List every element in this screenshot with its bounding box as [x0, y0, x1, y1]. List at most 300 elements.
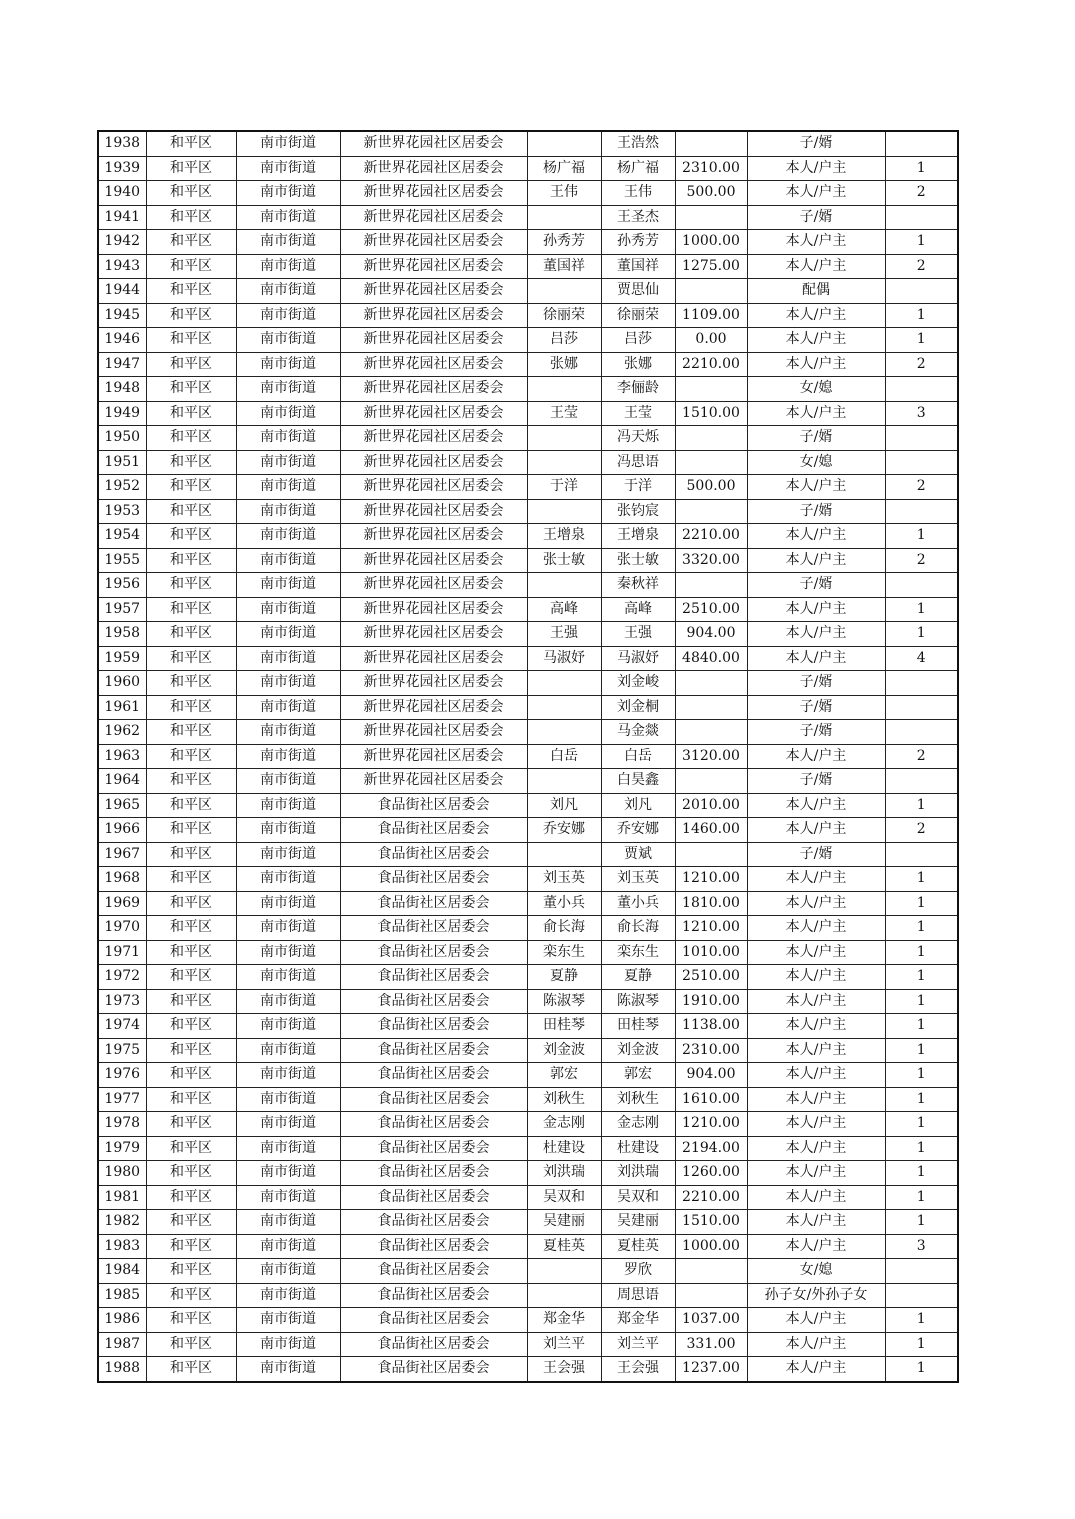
cell-member-name: 贾斌	[601, 842, 675, 867]
cell-community: 新世界花园社区居委会	[340, 597, 527, 622]
cell-household-size: 1	[885, 793, 958, 818]
cell-member-name: 冯天烁	[601, 426, 675, 451]
cell-relation: 本人/户主	[747, 1087, 885, 1112]
cell-householder: 董小兵	[527, 891, 601, 916]
cell-street: 南市街道	[236, 230, 340, 255]
cell-amount: 1210.00	[675, 916, 747, 941]
cell-householder: 董国祥	[527, 254, 601, 279]
cell-district: 和平区	[146, 377, 236, 402]
cell-street: 南市街道	[236, 181, 340, 206]
cell-member-name: 郑金华	[601, 1308, 675, 1333]
cell-community: 食品街社区居委会	[340, 916, 527, 941]
cell-district: 和平区	[146, 156, 236, 181]
cell-amount	[675, 842, 747, 867]
cell-household-size: 1	[885, 328, 958, 353]
cell-member-name: 周思语	[601, 1283, 675, 1308]
cell-member-name: 董国祥	[601, 254, 675, 279]
table-row	[98, 622, 958, 647]
cell-relation: 本人/户主	[747, 328, 885, 353]
cell-householder: 夏静	[527, 965, 601, 990]
cell-householder: 刘凡	[527, 793, 601, 818]
cell-relation: 本人/户主	[747, 1332, 885, 1357]
cell-member-name: 张士敏	[601, 548, 675, 573]
cell-household-size	[885, 499, 958, 524]
cell-member-name: 高峰	[601, 597, 675, 622]
cell-household-size: 1	[885, 1332, 958, 1357]
cell-amount: 2310.00	[675, 156, 747, 181]
cell-amount: 904.00	[675, 622, 747, 647]
cell-row-index: 1976	[98, 1063, 146, 1088]
cell-member-name: 白昊鑫	[601, 769, 675, 794]
cell-householder: 白岳	[527, 744, 601, 769]
cell-amount: 1810.00	[675, 891, 747, 916]
cell-row-index: 1980	[98, 1161, 146, 1186]
cell-householder: 金志刚	[527, 1112, 601, 1137]
cell-household-size	[885, 279, 958, 304]
cell-householder: 陈淑琴	[527, 989, 601, 1014]
cell-row-index: 1944	[98, 279, 146, 304]
cell-community: 食品街社区居委会	[340, 1283, 527, 1308]
cell-member-name: 陈淑琴	[601, 989, 675, 1014]
cell-relation: 本人/户主	[747, 352, 885, 377]
cell-member-name: 吴双和	[601, 1185, 675, 1210]
cell-amount: 2210.00	[675, 352, 747, 377]
cell-member-name: 马金燚	[601, 720, 675, 745]
cell-householder: 于洋	[527, 475, 601, 500]
cell-row-index: 1959	[98, 646, 146, 671]
cell-householder: 王伟	[527, 181, 601, 206]
cell-street: 南市街道	[236, 1357, 340, 1382]
cell-community: 新世界花园社区居委会	[340, 181, 527, 206]
cell-street: 南市街道	[236, 156, 340, 181]
cell-district: 和平区	[146, 1112, 236, 1137]
table-row	[98, 597, 958, 622]
cell-member-name: 杜建设	[601, 1136, 675, 1161]
table-row	[98, 548, 958, 573]
cell-community: 新世界花园社区居委会	[340, 131, 527, 156]
cell-district: 和平区	[146, 1259, 236, 1284]
cell-relation: 本人/户主	[747, 989, 885, 1014]
cell-member-name: 刘金桐	[601, 695, 675, 720]
cell-community: 新世界花园社区居委会	[340, 205, 527, 230]
table-row	[98, 965, 958, 990]
cell-district: 和平区	[146, 450, 236, 475]
cell-community: 食品街社区居委会	[340, 1332, 527, 1357]
cell-householder	[527, 205, 601, 230]
cell-member-name: 王莹	[601, 401, 675, 426]
cell-community: 新世界花园社区居委会	[340, 475, 527, 500]
cell-member-name: 于洋	[601, 475, 675, 500]
cell-amount	[675, 1259, 747, 1284]
cell-row-index: 1946	[98, 328, 146, 353]
cell-street: 南市街道	[236, 205, 340, 230]
cell-relation: 孙子女/外孙子女	[747, 1283, 885, 1308]
cell-householder	[527, 573, 601, 598]
cell-householder: 王莹	[527, 401, 601, 426]
cell-relation: 本人/户主	[747, 475, 885, 500]
cell-household-size: 1	[885, 1357, 958, 1382]
cell-row-index: 1985	[98, 1283, 146, 1308]
cell-row-index: 1942	[98, 230, 146, 255]
cell-member-name: 刘金波	[601, 1038, 675, 1063]
cell-district: 和平区	[146, 891, 236, 916]
cell-household-size: 1	[885, 867, 958, 892]
cell-amount: 1460.00	[675, 818, 747, 843]
cell-amount: 0.00	[675, 328, 747, 353]
cell-householder	[527, 499, 601, 524]
cell-relation: 本人/户主	[747, 891, 885, 916]
table-row	[98, 1185, 958, 1210]
cell-community: 新世界花园社区居委会	[340, 401, 527, 426]
cell-member-name: 马淑妤	[601, 646, 675, 671]
table-row	[98, 205, 958, 230]
table-row	[98, 377, 958, 402]
cell-community: 食品街社区居委会	[340, 1161, 527, 1186]
table-row	[98, 1332, 958, 1357]
table-row	[98, 1357, 958, 1382]
cell-amount: 2194.00	[675, 1136, 747, 1161]
cell-householder: 张娜	[527, 352, 601, 377]
cell-household-size: 4	[885, 646, 958, 671]
cell-community: 食品街社区居委会	[340, 793, 527, 818]
cell-street: 南市街道	[236, 254, 340, 279]
cell-household-size: 1	[885, 1063, 958, 1088]
table-body	[98, 131, 958, 1382]
table-row	[98, 156, 958, 181]
cell-householder: 吴双和	[527, 1185, 601, 1210]
cell-relation: 本人/户主	[747, 867, 885, 892]
table-row	[98, 1234, 958, 1259]
cell-household-size: 2	[885, 744, 958, 769]
table-row	[98, 818, 958, 843]
cell-amount: 1275.00	[675, 254, 747, 279]
cell-community: 新世界花园社区居委会	[340, 377, 527, 402]
cell-relation: 本人/户主	[747, 622, 885, 647]
cell-householder: 吕莎	[527, 328, 601, 353]
cell-row-index: 1969	[98, 891, 146, 916]
cell-household-size	[885, 426, 958, 451]
table-row	[98, 303, 958, 328]
cell-district: 和平区	[146, 818, 236, 843]
cell-row-index: 1988	[98, 1357, 146, 1382]
cell-relation: 本人/户主	[747, 1014, 885, 1039]
cell-amount: 1237.00	[675, 1357, 747, 1382]
cell-household-size	[885, 377, 958, 402]
cell-district: 和平区	[146, 1185, 236, 1210]
table-row	[98, 671, 958, 696]
cell-row-index: 1981	[98, 1185, 146, 1210]
cell-amount: 1000.00	[675, 230, 747, 255]
cell-relation: 子/婿	[747, 720, 885, 745]
cell-row-index: 1962	[98, 720, 146, 745]
cell-household-size: 1	[885, 230, 958, 255]
cell-district: 和平区	[146, 646, 236, 671]
cell-householder	[527, 769, 601, 794]
cell-member-name: 刘凡	[601, 793, 675, 818]
cell-amount	[675, 573, 747, 598]
cell-district: 和平区	[146, 352, 236, 377]
cell-member-name: 乔安娜	[601, 818, 675, 843]
cell-row-index: 1971	[98, 940, 146, 965]
cell-amount: 331.00	[675, 1332, 747, 1357]
cell-community: 新世界花园社区居委会	[340, 720, 527, 745]
cell-street: 南市街道	[236, 1308, 340, 1333]
cell-relation: 子/婿	[747, 573, 885, 598]
cell-amount: 1510.00	[675, 401, 747, 426]
cell-district: 和平区	[146, 548, 236, 573]
cell-amount	[675, 426, 747, 451]
cell-row-index: 1949	[98, 401, 146, 426]
cell-community: 新世界花园社区居委会	[340, 622, 527, 647]
cell-member-name: 刘洪瑞	[601, 1161, 675, 1186]
table-row	[98, 573, 958, 598]
cell-household-size: 3	[885, 401, 958, 426]
table-row	[98, 1259, 958, 1284]
cell-community: 新世界花园社区居委会	[340, 230, 527, 255]
cell-member-name: 夏桂英	[601, 1234, 675, 1259]
cell-district: 和平区	[146, 303, 236, 328]
cell-district: 和平区	[146, 1357, 236, 1382]
cell-district: 和平区	[146, 205, 236, 230]
cell-household-size	[885, 720, 958, 745]
table-row	[98, 254, 958, 279]
cell-row-index: 1983	[98, 1234, 146, 1259]
cell-householder: 乔安娜	[527, 818, 601, 843]
cell-relation: 本人/户主	[747, 818, 885, 843]
cell-amount: 4840.00	[675, 646, 747, 671]
cell-amount	[675, 695, 747, 720]
cell-householder: 刘玉英	[527, 867, 601, 892]
cell-relation: 本人/户主	[747, 965, 885, 990]
cell-amount: 2510.00	[675, 597, 747, 622]
cell-householder: 王强	[527, 622, 601, 647]
cell-district: 和平区	[146, 328, 236, 353]
cell-relation: 本人/户主	[747, 1063, 885, 1088]
cell-row-index: 1956	[98, 573, 146, 598]
cell-member-name: 刘金峻	[601, 671, 675, 696]
cell-member-name: 罗欣	[601, 1259, 675, 1284]
cell-row-index: 1957	[98, 597, 146, 622]
table-row	[98, 524, 958, 549]
cell-member-name: 白岳	[601, 744, 675, 769]
cell-community: 食品街社区居委会	[340, 1038, 527, 1063]
cell-street: 南市街道	[236, 720, 340, 745]
cell-street: 南市街道	[236, 1161, 340, 1186]
cell-district: 和平区	[146, 1234, 236, 1259]
cell-amount	[675, 131, 747, 156]
cell-relation: 本人/户主	[747, 940, 885, 965]
cell-relation: 本人/户主	[747, 156, 885, 181]
cell-district: 和平区	[146, 1210, 236, 1235]
cell-street: 南市街道	[236, 597, 340, 622]
table-row	[98, 916, 958, 941]
cell-amount	[675, 671, 747, 696]
cell-district: 和平区	[146, 524, 236, 549]
cell-householder: 田桂琴	[527, 1014, 601, 1039]
cell-amount	[675, 499, 747, 524]
cell-district: 和平区	[146, 573, 236, 598]
cell-member-name: 王会强	[601, 1357, 675, 1382]
table-row	[98, 989, 958, 1014]
cell-member-name: 王强	[601, 622, 675, 647]
cell-relation: 本人/户主	[747, 646, 885, 671]
cell-member-name: 吴建丽	[601, 1210, 675, 1235]
cell-amount	[675, 205, 747, 230]
cell-district: 和平区	[146, 1014, 236, 1039]
table-row	[98, 475, 958, 500]
cell-householder	[527, 377, 601, 402]
table-row	[98, 891, 958, 916]
cell-amount: 500.00	[675, 181, 747, 206]
cell-household-size: 1	[885, 916, 958, 941]
cell-relation: 子/婿	[747, 671, 885, 696]
cell-household-size: 1	[885, 965, 958, 990]
cell-household-size	[885, 695, 958, 720]
cell-amount	[675, 279, 747, 304]
cell-relation: 本人/户主	[747, 793, 885, 818]
cell-community: 新世界花园社区居委会	[340, 499, 527, 524]
cell-street: 南市街道	[236, 1038, 340, 1063]
cell-district: 和平区	[146, 401, 236, 426]
cell-district: 和平区	[146, 1308, 236, 1333]
cell-amount	[675, 1283, 747, 1308]
cell-relation: 本人/户主	[747, 1136, 885, 1161]
table-row	[98, 499, 958, 524]
cell-community: 食品街社区居委会	[340, 965, 527, 990]
cell-row-index: 1972	[98, 965, 146, 990]
table-row	[98, 1112, 958, 1137]
cell-row-index: 1960	[98, 671, 146, 696]
cell-row-index: 1967	[98, 842, 146, 867]
cell-relation: 本人/户主	[747, 1038, 885, 1063]
cell-amount: 1037.00	[675, 1308, 747, 1333]
cell-district: 和平区	[146, 181, 236, 206]
cell-street: 南市街道	[236, 940, 340, 965]
cell-household-size: 1	[885, 1210, 958, 1235]
cell-relation: 本人/户主	[747, 1357, 885, 1382]
cell-community: 食品街社区居委会	[340, 842, 527, 867]
cell-relation: 本人/户主	[747, 1161, 885, 1186]
cell-amount: 1000.00	[675, 1234, 747, 1259]
cell-district: 和平区	[146, 940, 236, 965]
table-row	[98, 401, 958, 426]
cell-member-name: 俞长海	[601, 916, 675, 941]
cell-relation: 本人/户主	[747, 1112, 885, 1137]
table-row	[98, 1063, 958, 1088]
cell-community: 新世界花园社区居委会	[340, 279, 527, 304]
cell-row-index: 1975	[98, 1038, 146, 1063]
cell-householder	[527, 695, 601, 720]
cell-householder: 王增泉	[527, 524, 601, 549]
table-row	[98, 181, 958, 206]
cell-district: 和平区	[146, 499, 236, 524]
cell-amount	[675, 450, 747, 475]
cell-community: 新世界花园社区居委会	[340, 156, 527, 181]
cell-amount: 2310.00	[675, 1038, 747, 1063]
cell-householder: 高峰	[527, 597, 601, 622]
cell-district: 和平区	[146, 1087, 236, 1112]
cell-householder: 杜建设	[527, 1136, 601, 1161]
cell-householder: 王会强	[527, 1357, 601, 1382]
cell-amount	[675, 769, 747, 794]
cell-household-size: 1	[885, 524, 958, 549]
cell-household-size: 1	[885, 1112, 958, 1137]
cell-row-index: 1977	[98, 1087, 146, 1112]
cell-community: 新世界花园社区居委会	[340, 352, 527, 377]
cell-householder	[527, 426, 601, 451]
cell-member-name: 张钧宸	[601, 499, 675, 524]
cell-household-size: 2	[885, 818, 958, 843]
cell-row-index: 1950	[98, 426, 146, 451]
cell-district: 和平区	[146, 230, 236, 255]
cell-relation: 本人/户主	[747, 254, 885, 279]
table-row	[98, 230, 958, 255]
cell-householder	[527, 279, 601, 304]
cell-relation: 子/婿	[747, 769, 885, 794]
table-row	[98, 842, 958, 867]
table-row	[98, 1136, 958, 1161]
cell-street: 南市街道	[236, 450, 340, 475]
table-row	[98, 744, 958, 769]
cell-household-size: 1	[885, 1014, 958, 1039]
cell-community: 新世界花园社区居委会	[340, 671, 527, 696]
cell-row-index: 1938	[98, 131, 146, 156]
cell-member-name: 夏静	[601, 965, 675, 990]
cell-district: 和平区	[146, 1063, 236, 1088]
cell-row-index: 1941	[98, 205, 146, 230]
table-row	[98, 1210, 958, 1235]
cell-row-index: 1965	[98, 793, 146, 818]
cell-district: 和平区	[146, 720, 236, 745]
cell-community: 食品街社区居委会	[340, 1234, 527, 1259]
cell-row-index: 1948	[98, 377, 146, 402]
cell-district: 和平区	[146, 1038, 236, 1063]
cell-householder: 刘金波	[527, 1038, 601, 1063]
cell-household-size	[885, 1283, 958, 1308]
cell-street: 南市街道	[236, 1014, 340, 1039]
cell-member-name: 刘兰平	[601, 1332, 675, 1357]
cell-row-index: 1970	[98, 916, 146, 941]
cell-relation: 子/婿	[747, 131, 885, 156]
cell-row-index: 1953	[98, 499, 146, 524]
cell-household-size: 3	[885, 1234, 958, 1259]
cell-householder: 刘秋生	[527, 1087, 601, 1112]
cell-member-name: 孙秀芳	[601, 230, 675, 255]
cell-street: 南市街道	[236, 1210, 340, 1235]
cell-street: 南市街道	[236, 1332, 340, 1357]
cell-street: 南市街道	[236, 842, 340, 867]
table-row	[98, 426, 958, 451]
cell-amount: 1910.00	[675, 989, 747, 1014]
cell-street: 南市街道	[236, 818, 340, 843]
cell-householder: 刘兰平	[527, 1332, 601, 1357]
cell-member-name: 杨广福	[601, 156, 675, 181]
cell-relation: 本人/户主	[747, 524, 885, 549]
cell-household-size: 1	[885, 1136, 958, 1161]
cell-district: 和平区	[146, 965, 236, 990]
cell-street: 南市街道	[236, 1063, 340, 1088]
cell-community: 食品街社区居委会	[340, 891, 527, 916]
cell-district: 和平区	[146, 867, 236, 892]
cell-community: 新世界花园社区居委会	[340, 548, 527, 573]
cell-community: 新世界花园社区居委会	[340, 254, 527, 279]
cell-relation: 本人/户主	[747, 230, 885, 255]
cell-household-size: 1	[885, 597, 958, 622]
cell-row-index: 1955	[98, 548, 146, 573]
cell-street: 南市街道	[236, 965, 340, 990]
cell-householder	[527, 1259, 601, 1284]
cell-community: 食品街社区居委会	[340, 940, 527, 965]
